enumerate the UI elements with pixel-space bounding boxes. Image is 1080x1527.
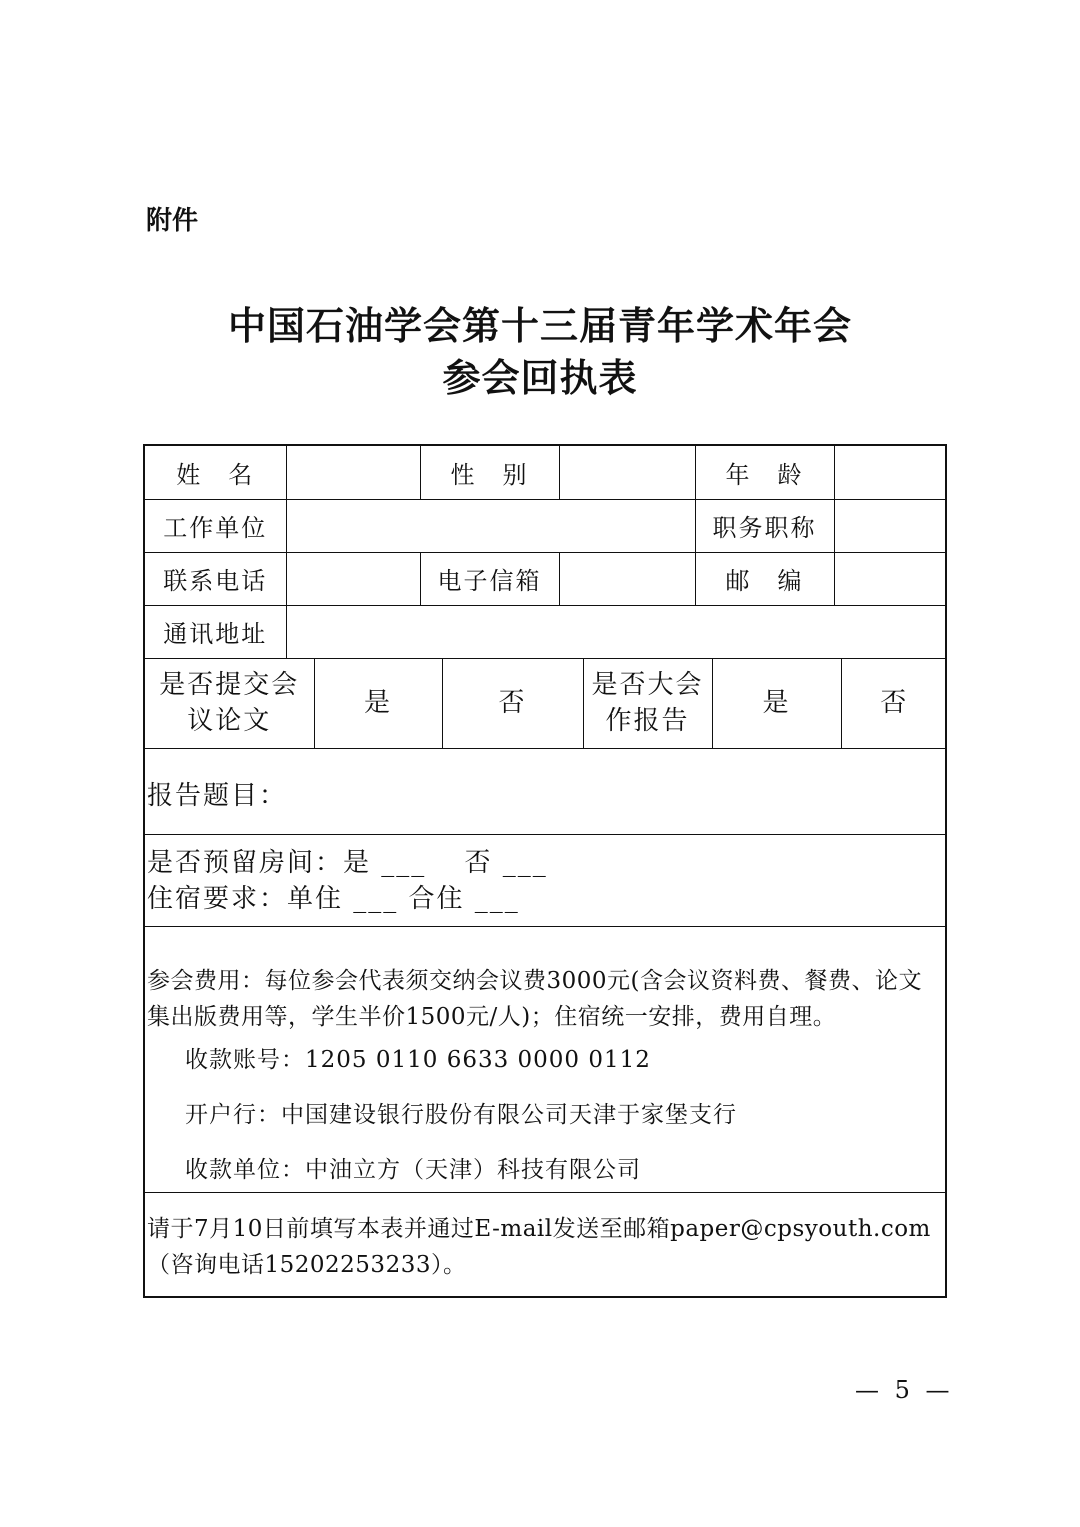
- submit-paper-yes[interactable]: 是: [314, 659, 442, 748]
- submission-note: [145, 1192, 945, 1298]
- table-row: [145, 499, 947, 552]
- participation-table: [145, 659, 947, 749]
- registration-form: [143, 444, 947, 1298]
- document-title: 中国石油学会第十三届青年学术年会: [227, 304, 852, 348]
- name-field[interactable]: [286, 446, 420, 499]
- bank-name: 开户行：中国建设银行股份有限公司天津于家堡支行: [185, 1102, 737, 1128]
- plenary-report-no[interactable]: 否: [841, 659, 947, 748]
- name-label: 姓 名: [145, 446, 286, 499]
- postcode-label: 邮 编: [695, 552, 834, 605]
- age-label: 年 龄: [695, 446, 834, 499]
- fee-description: 参会费用：每位参会代表须交纳会议费3000元(含会议资料费、餐费、论文集出版费用等，学生半价1500元/人)；住宿统一安排，费用自理。: [147, 968, 923, 1030]
- page-number: — 5 —: [855, 1376, 954, 1404]
- email-field[interactable]: [559, 552, 695, 605]
- phone-field[interactable]: [286, 552, 420, 605]
- accommodation-line[interactable]: 住宿要求：单住 ___ 合住 ___: [147, 884, 520, 914]
- attachment-label: 附件: [146, 206, 199, 236]
- submit-paper-label: 是否提交会议论文: [145, 659, 314, 748]
- report-topic-section: [145, 748, 945, 834]
- age-field[interactable]: [834, 446, 947, 499]
- address-label: 通讯地址: [145, 605, 286, 658]
- phone-label: 联系电话: [145, 552, 286, 605]
- plenary-report-label: 是否大会作报告: [583, 659, 712, 748]
- table-row: [145, 659, 947, 748]
- report-topic-label: 报告题目：: [147, 781, 288, 811]
- account-number: 收款账号：1205 0110 6633 0000 0112: [185, 1047, 651, 1073]
- gender-field[interactable]: [559, 446, 695, 499]
- plenary-report-yes[interactable]: 是: [712, 659, 841, 748]
- table-row: [145, 552, 947, 605]
- table-row: [145, 446, 947, 499]
- payee-name: 收款单位：中油立方（天津）科技有限公司: [185, 1157, 641, 1183]
- employer-label: 工作单位: [145, 499, 286, 552]
- fee-section: [145, 926, 945, 1192]
- employer-field[interactable]: [286, 499, 695, 552]
- email-label: 电子信箱: [420, 552, 559, 605]
- personal-info-table: [145, 446, 947, 659]
- document-subtitle: 参会回执表: [442, 356, 638, 400]
- reserve-room-line[interactable]: 是否预留房间：是 ___ 否 ___: [147, 848, 548, 878]
- table-row: [145, 605, 947, 658]
- submit-paper-no[interactable]: 否: [442, 659, 583, 748]
- position-label: 职务职称: [695, 499, 834, 552]
- gender-label: 性 别: [420, 446, 559, 499]
- postcode-field[interactable]: [834, 552, 947, 605]
- submission-note-text: 请于7月10日前填写本表并通过E-mail发送至邮箱paper@cpsyouth.com（咨询电话15202253233）。: [147, 1216, 931, 1278]
- accommodation-section: [145, 834, 945, 926]
- address-field[interactable]: [286, 605, 947, 658]
- position-field[interactable]: [834, 499, 947, 552]
